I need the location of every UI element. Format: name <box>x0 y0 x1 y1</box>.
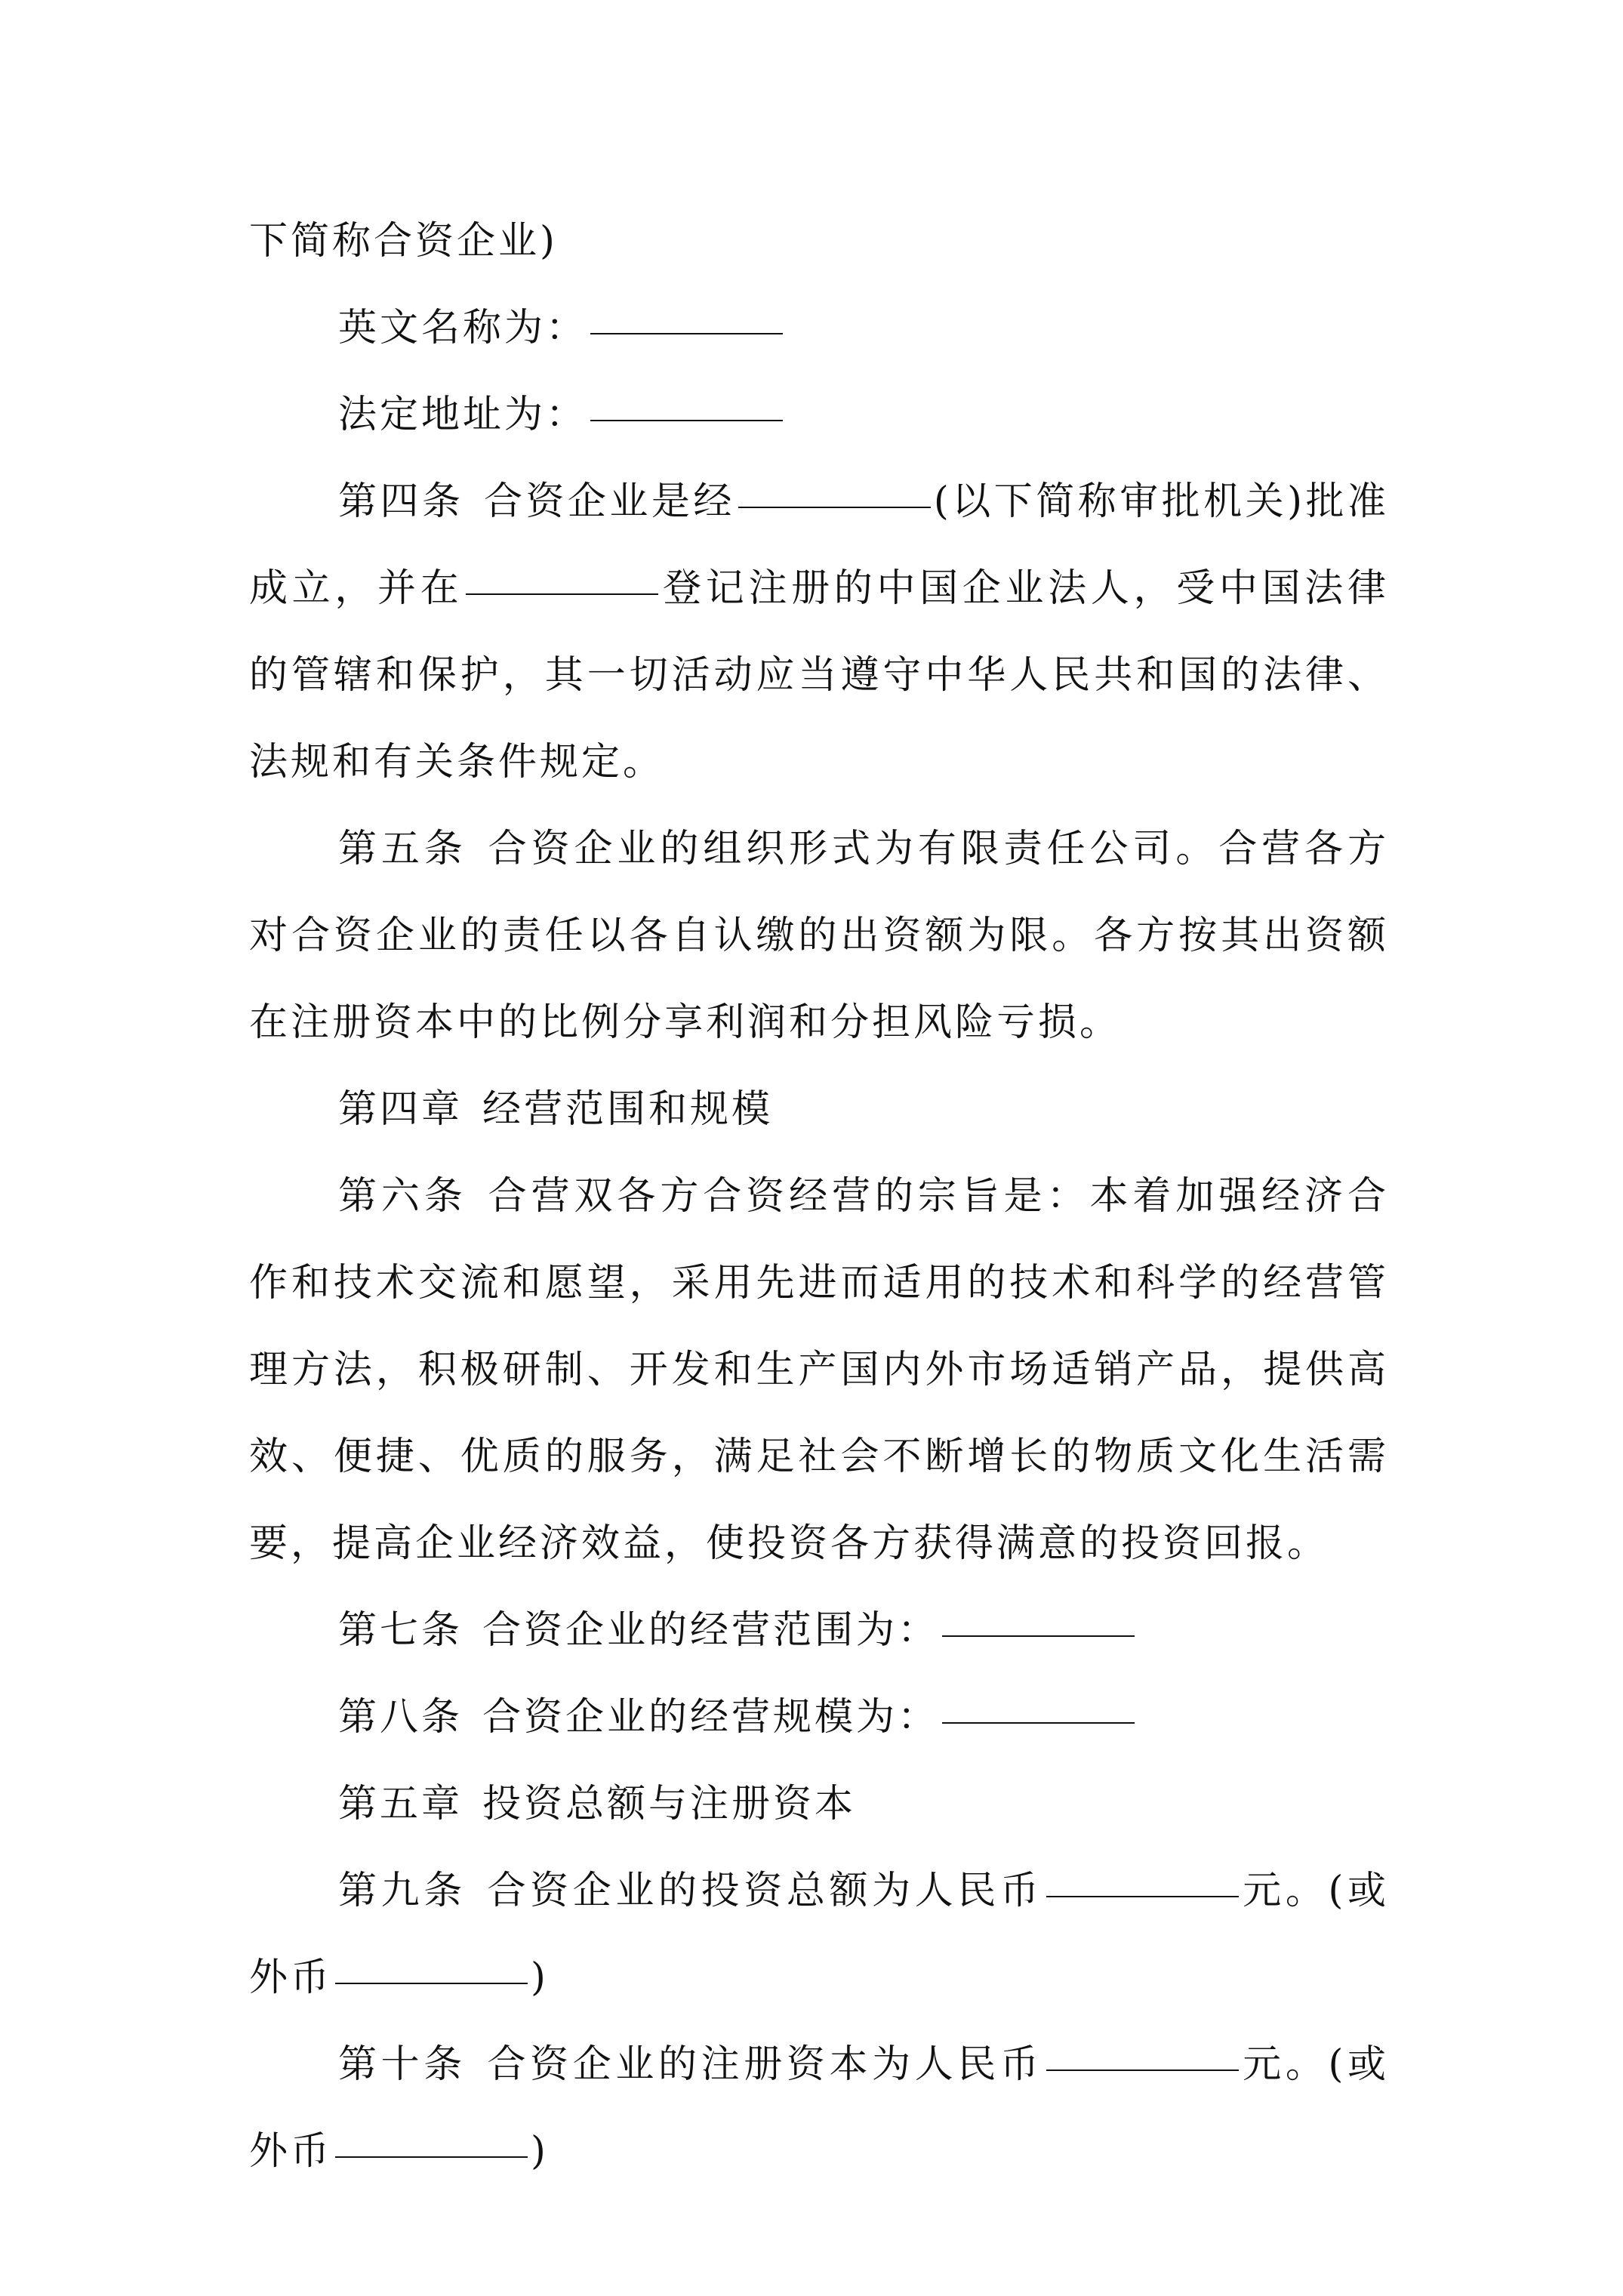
article-10-label: 第十条 <box>338 2042 467 2087</box>
total-investment-foreign-blank <box>335 1982 528 1984</box>
article-8-label: 第八条 <box>338 1695 463 1740</box>
article-6-label: 第六条 <box>338 1174 467 1219</box>
article-10-text-a: 合资企业的注册资本为人民币 <box>485 2042 1043 2087</box>
approval-authority-blank <box>738 506 931 508</box>
english-name-label: 英文名称为： <box>338 306 588 350</box>
document-body <box>249 198 1389 2195</box>
chapter-4-label: 第四章 <box>338 1087 463 1132</box>
article-4-text-b: (以下简称审批机关)批准成立，并在 <box>249 479 1389 611</box>
chapter-4-heading <box>249 1066 1389 1153</box>
article-9-text-b: 元。(或外币 <box>249 1869 1389 2000</box>
article-4-text-a: 合资企业是经 <box>483 479 735 524</box>
legal-address-label: 法定地址为： <box>338 393 588 437</box>
english-name-blank <box>590 332 783 334</box>
chapter-5-title: 投资总额与注册资本 <box>482 1782 857 1826</box>
english-name-line <box>249 285 1389 371</box>
article-4-text-c: 登记注册的中国企业法人，受中国法律的管辖和保护，其一切活动应当遵守中华人民共和国的法律、法规和有关条件规定。 <box>249 566 1389 784</box>
article-9 <box>249 1848 1389 2021</box>
legal-address-line <box>249 371 1389 458</box>
legal-address-blank <box>590 419 783 421</box>
registered-capital-foreign-blank <box>335 2156 528 2158</box>
article-7-label: 第七条 <box>338 1608 463 1653</box>
article-5 <box>249 806 1389 1066</box>
article-7-text: 合资企业的经营范围为： <box>482 1608 940 1653</box>
article-8-text: 合资企业的经营规模为： <box>482 1695 940 1740</box>
article-10-text-c: ) <box>531 2129 549 2174</box>
total-investment-rmb-blank <box>1046 1895 1239 1897</box>
article-8 <box>249 1674 1389 1761</box>
business-scale-blank <box>942 1721 1135 1724</box>
article-10-text-b: 元。(或外币 <box>249 2042 1389 2174</box>
article-6-text: 合营双各方合资经营的宗旨是：本着加强经济合作和技术交流和愿望，采用先进而适用的技术和科学的经营管理方法，积极研制、开发和生产国内外市场适销产品，提供高效、便捷、优质的服务，满足社会不断增长的物质文化生活需要，提高企业经济效益，使投资各方获得满意的投资回报。 <box>249 1174 1389 1566</box>
intro-text: 下简称合资企业) <box>249 219 558 264</box>
business-scope-blank <box>942 1635 1135 1637</box>
article-5-text: 合资企业的组织形式为有限责任公司。合营各方对合资企业的责任以各自认缴的出资额为限。各方按其出资额在注册资本中的比例分享利润和分担风险亏损。 <box>249 827 1389 1045</box>
article-7 <box>249 1587 1389 1674</box>
article-5-label: 第五条 <box>338 827 467 871</box>
intro-line <box>249 198 1389 285</box>
registered-capital-rmb-blank <box>1046 2069 1239 2071</box>
registration-place-blank <box>466 593 658 595</box>
article-4-label: 第四条 <box>338 479 464 524</box>
chapter-5-heading <box>249 1761 1389 1848</box>
article-6 <box>249 1153 1389 1587</box>
article-9-label: 第九条 <box>338 1869 467 1913</box>
article-10 <box>249 2021 1389 2195</box>
chapter-5-label: 第五章 <box>338 1782 463 1826</box>
article-4 <box>249 458 1389 806</box>
article-9-text-a: 合资企业的投资总额为人民币 <box>485 1869 1043 1913</box>
chapter-4-title: 经营范围和规模 <box>482 1087 774 1132</box>
article-9-text-c: ) <box>531 1955 549 2000</box>
